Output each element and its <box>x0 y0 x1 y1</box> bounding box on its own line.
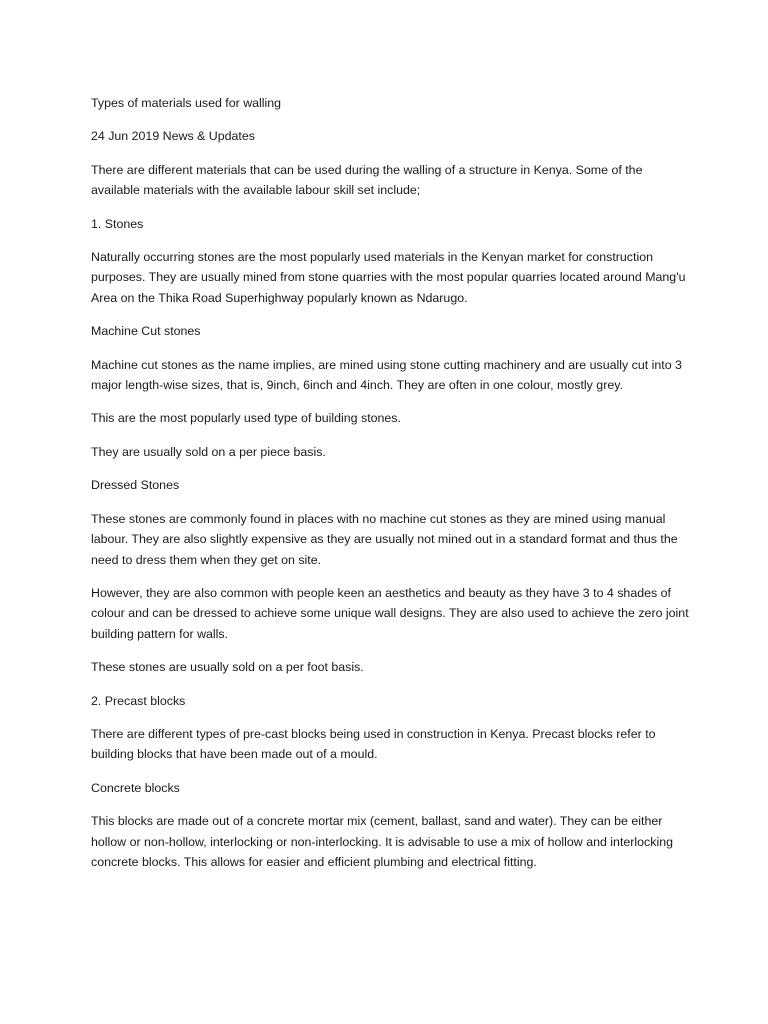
document-title: Types of materials used for walling <box>91 96 282 110</box>
subheading-concrete-blocks: Concrete blocks <box>91 780 180 795</box>
machine-cut-popularity-paragraph: This are the most popularly used type of building stones. <box>91 411 401 426</box>
machine-cut-paragraph: Machine cut stones as the name implies, are mined using stone cutting machinery and are usually cut into 3 major length-wise sizes, that is, 9inch, 6inch and 4inch. They are often in one colour, mostly grey. <box>91 357 682 393</box>
section-heading-stones: 1. Stones <box>91 216 144 231</box>
subheading-dressed-stones: Dressed Stones <box>91 478 180 493</box>
dressed-stones-pricing-paragraph: These stones are usually sold on a per foot basis. <box>91 660 364 675</box>
document-date-category: 24 Jun 2019 News & Updates <box>91 129 255 144</box>
section-heading-precast-blocks: 2. Precast blocks <box>91 693 186 708</box>
dressed-stones-paragraph: These stones are commonly found in places with no machine cut stones as they are mined using manual labour. They are also slightly expensive as they are usually not mined out in a standard format and thus the need to dress them when they get on site. <box>91 511 678 567</box>
stones-paragraph: Naturally occurring stones are the most popularly used materials in the Kenyan market for construction purposes. They are usually mined from stone quarries with the most popular quarries located around Mang'u Area on the Thika Road Superhighway popularly known as Ndarugo. <box>91 250 686 305</box>
dressed-stones-aesthetics-paragraph: However, they are also common with people keen an aesthetics and beauty as they have 3 to 4 shades of colour and can be dressed to achieve some unique wall designs. They are also used to achieve the zero joint building pattern for walls. <box>91 585 689 641</box>
document-page <box>91 93 691 885</box>
machine-cut-pricing-paragraph: They are usually sold on a per piece basis. <box>91 444 326 459</box>
intro-paragraph: There are different materials that can be used during the walling of a structure in Kenya. Some of the available materials with the available labour skill set include; <box>91 162 643 198</box>
concrete-blocks-paragraph: This blocks are made out of a concrete mortar mix (cement, ballast, sand and water). They can be either hollow or non-hollow, interlocking or non-interlocking. It is advisable to use a mix of hollow and interlocking concrete blocks. This allows for easier and efficient plumbing and electrical fitting. <box>91 814 673 869</box>
precast-blocks-paragraph: There are different types of pre-cast blocks being used in construction in Kenya. Precast blocks refer to building blocks that have been made out of a mould. <box>91 726 656 762</box>
subheading-machine-cut-stones: Machine Cut stones <box>91 324 201 339</box>
